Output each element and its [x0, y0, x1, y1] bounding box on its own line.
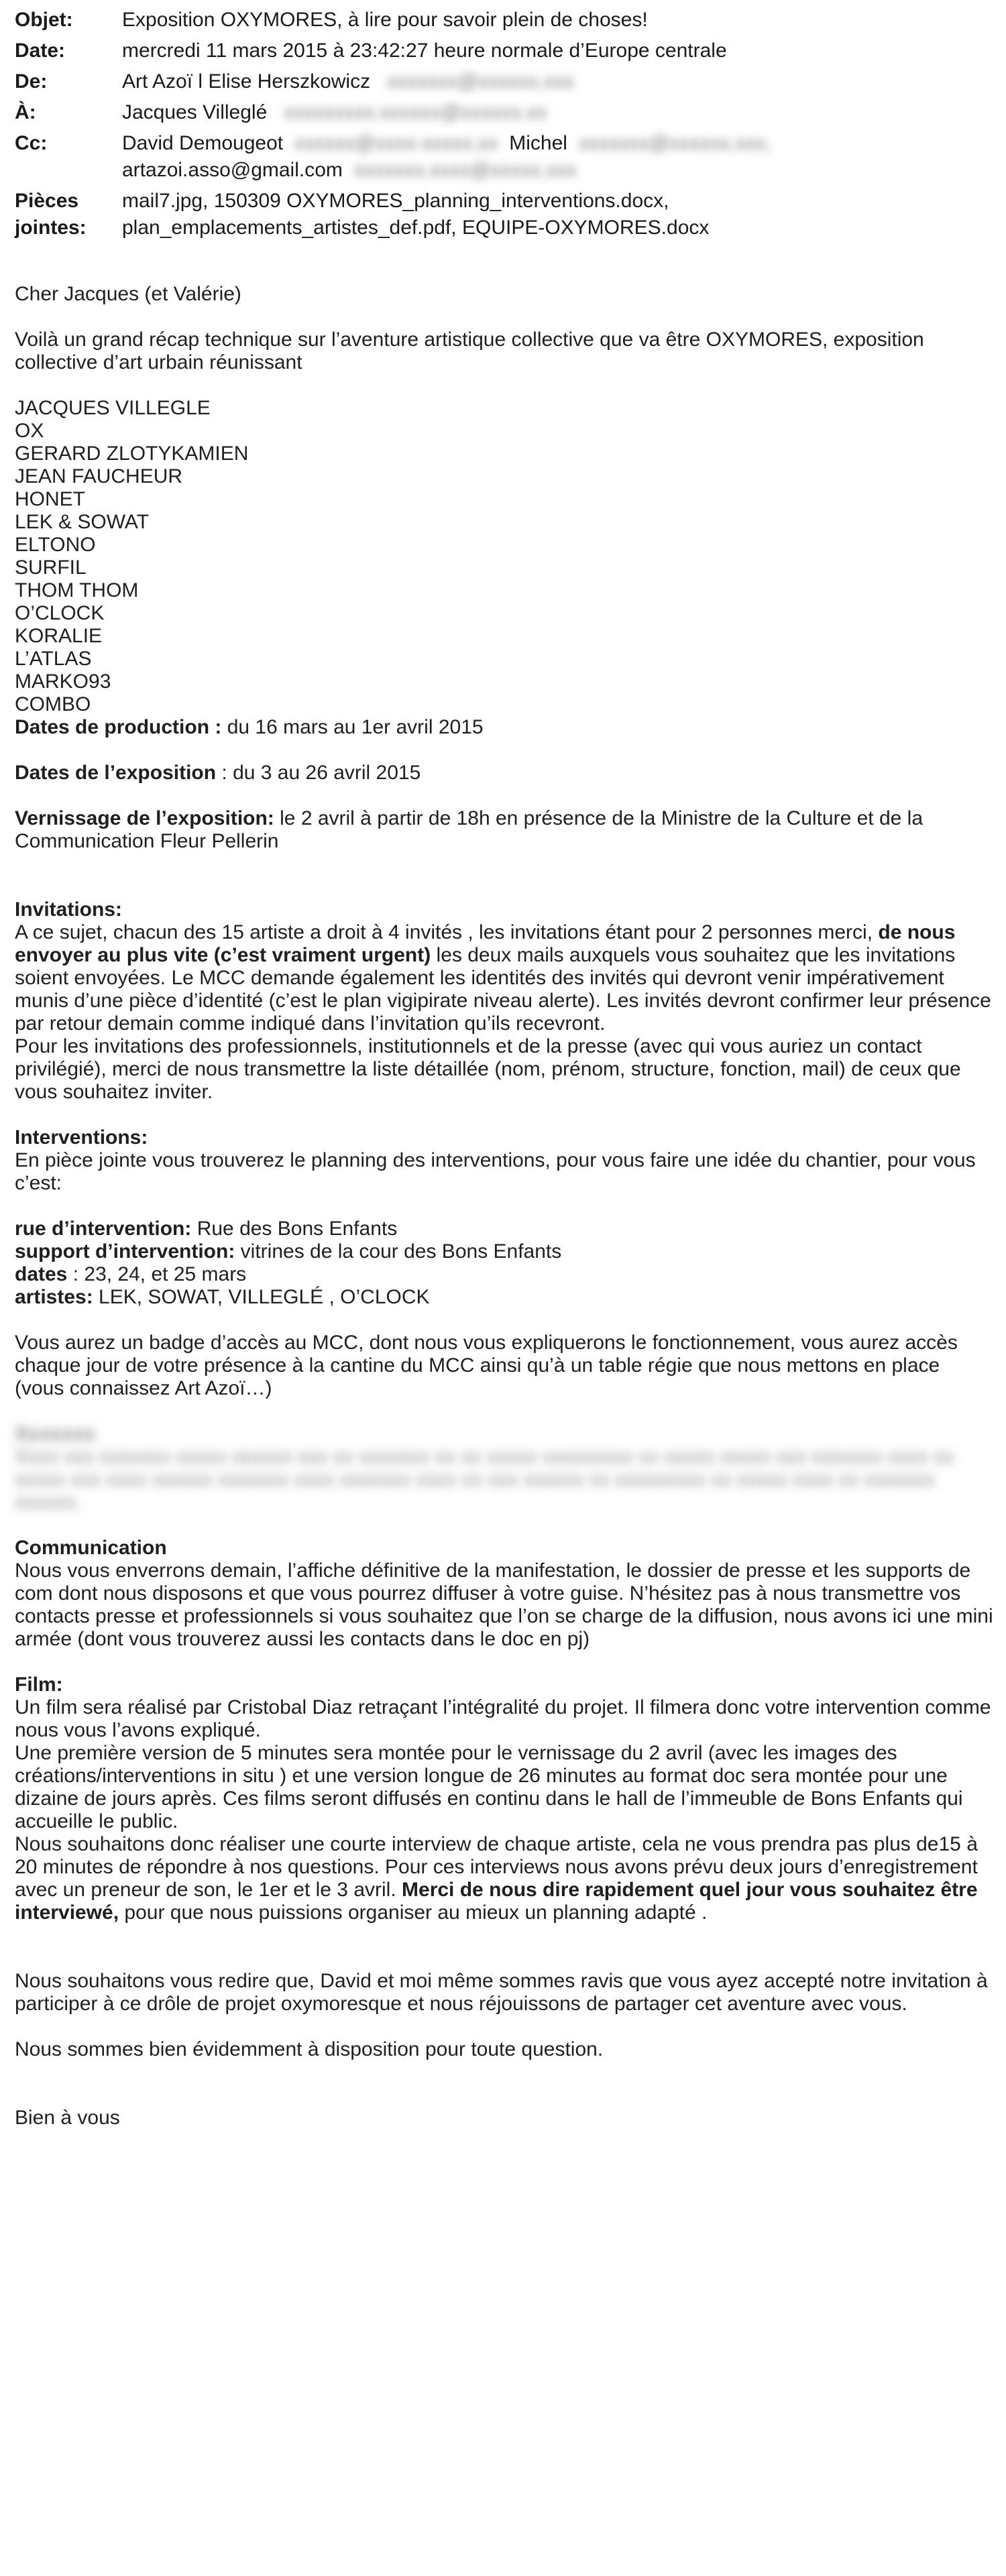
cc-label: Cc: [15, 132, 48, 154]
cc-email-redacted-3: xxxxxxx.xxxx@xxxxx.xxx [348, 159, 577, 181]
redacted-section: Xxxxxxx Xxxx xxx xxxxxxx xxxxx xxxxxx xxx xx xxxxxxx xx xx xxxxx xxxxxxxxx xx xxxxx xxxxx xxx xxxxxxx xxxx xx xxxxx xxx xxxx xxxxxx xxxxxxx xxxx xxxxxxx xxxx xx xxx xxxxxx xx xxxxxxxxx xx xxxxx xxxx xx xxxxxxx xxxxxx. [15, 1423, 954, 1513]
attachments-line-2[interactable]: plan_emplacements_artistes_def.pdf, EQUIPE-OXYMORES.docx [122, 217, 710, 239]
film-p3a: Nous souhaitons donc réaliser une courte interview de chaque artiste, cela ne vous prendra pas plus de15 à 20 minutes de répondre à nos questions. Pour ces interviews nous avons prévu deux jours d’enregistrement avec un preneur de son, le 1er et le 3 avril. [15, 1833, 978, 1901]
artist-item: SURFIL [15, 557, 87, 579]
communication-paragraph: Nous vous enverrons demain, l’affiche définitive de la manifestation, le dossier de presse et les supports de com dont nous disposons et que vous pourrez diffuser à votre guise. N’hésitez pas à nous transmettre vos contacts presse et professionnels si vous souhaitez que l’on se charge de la diffusion, nous avons ici une mini armée (dont vous trouverez aussi les contacts dans le doc en pj) [15, 1560, 993, 1650]
intro-paragraph: Voilà un grand récap technique sur l’aventure artistique collective que va être OXYMORES, exposition collective d’art urbain réunissant [15, 329, 924, 373]
artist-item: O’CLOCK [15, 602, 105, 624]
date-value: mercredi 11 mars 2015 à 23:42:27 heure normale d’Europe centrale [122, 40, 727, 62]
from-value: Art Azoï l Elise Herszkowicz [122, 70, 371, 93]
artistes-value: LEK, SOWAT, VILLEGLÉ , O’CLOCK [93, 1286, 430, 1308]
dates-value: : 23, 24, et 25 mars [67, 1263, 247, 1285]
invitations-p1c: les deux mails auxquels vous souhaitez que les invitations soient envoyées. Le MCC demande également les identités des invités qui devront venir impérativement munis d’une pièce d’identité (c’est le plan vigipirate niveau alerte). Les invités devront confirmer leur présence par retour demain comme indiqué dans l’invitation qu’ils recevront. [15, 944, 991, 1035]
artist-item: HONET [15, 488, 85, 510]
film-paragraph-3 [15, 1833, 994, 1924]
invitations-paragraph-1 [15, 921, 994, 1035]
vernissage-label: Vernissage de l’exposition: [15, 807, 274, 829]
production-dates [15, 716, 994, 739]
interventions-title: Interventions: [15, 1126, 148, 1149]
production-label: Dates de production : [15, 716, 222, 738]
artist-item: LEK & SOWAT [15, 511, 150, 533]
artist-item: JEAN FAUCHEUR [15, 465, 183, 487]
interventions-paragraph: En pièce jointe vous trouverez le planning des interventions, pour vous faire une idée du chantier, pour vous c’est: [15, 1149, 976, 1194]
to-row [15, 99, 994, 126]
film-p3c: pour que nous puissions organiser au mieux un planning adapté . [119, 1901, 708, 1924]
signoff: Bien à vous [15, 2107, 120, 2129]
artist-item: KORALIE [15, 625, 103, 647]
from-email-redacted: xxxxxxx@xxxxxx.xxx [376, 70, 574, 93]
film-p3b: Merci de nous dire rapidement quel jour vous souhaitez être interviewé, [15, 1879, 978, 1924]
exposition-value: : du 3 au 26 avril 2015 [216, 762, 421, 784]
dates-line [15, 1263, 994, 1286]
subject-row [15, 7, 994, 34]
artist-item: L’ATLAS [15, 648, 92, 670]
email-header-block [15, 7, 994, 239]
to-email-redacted: xxxxxxxxx.xxxxxx@xxxxxx.xx [272, 101, 547, 123]
communication-title: Communication [15, 1537, 167, 1559]
cc-value-1: David Demougeot [122, 132, 284, 154]
to-value: Jacques Villeglé [122, 101, 268, 123]
date-row [15, 38, 994, 64]
rue-label: rue d’intervention: [15, 1218, 192, 1240]
exposition-label: Dates de l’exposition [15, 762, 217, 784]
closing-paragraph-2: Nous sommes bien évidemment à disposition pour toute question. [15, 2038, 604, 2060]
support-line [15, 1240, 994, 1263]
rue-line [15, 1218, 994, 1240]
support-value: vitrines de la cour des Bons Enfants [235, 1240, 562, 1263]
invitations-p1b: de nous envoyer au plus vite (c’est vraiment urgent) [15, 921, 956, 966]
artist-item: THOM THOM [15, 579, 139, 601]
artist-item: ELTONO [15, 534, 96, 556]
date-label: Date: [15, 40, 66, 62]
subject-label: Objet: [15, 9, 73, 31]
badge-paragraph: Vous aurez un badge d’accès au MCC, dont nous vous expliquerons le fonctionnement, vous aurez accès chaque jour de votre présence à la cantine du MCC ainsi qu’à un table régie que nous mettons en place (vous connaissez Art Azoï…) [15, 1332, 958, 1399]
artist-item: JACQUES VILLEGLE [15, 397, 211, 419]
film-title: Film: [15, 1674, 63, 1696]
artist-item: GERARD ZLOTYKAMIEN [15, 443, 249, 465]
invitations-p1a: A ce sujet, chacun des 15 artiste a droit à 4 invités , les invitations étant pour 2 personnes merci, [15, 921, 879, 943]
dates-label: dates [15, 1263, 68, 1285]
invitations-title: Invitations: [15, 898, 123, 921]
cc-value-3: artazoi.asso@gmail.com [122, 159, 343, 181]
rue-value: Rue des Bons Enfants [191, 1218, 398, 1240]
vernissage-paragraph [15, 807, 994, 853]
attachments-label-2: jointes: [15, 217, 87, 239]
film-paragraph-2: Une première version de 5 minutes sera montée pour le vernissage du 2 avril (avec les images des créations/interventions in situ ) et une version longue de 26 minutes au format doc sera montée pour une dizaine de jours après. Ces films seront diffusés en continu dans le hall de l’immeuble de Bons Enfants qui accueille le public. [15, 1742, 963, 1832]
attachments-row [15, 188, 994, 241]
greeting: Cher Jacques (et Valérie) [15, 283, 241, 305]
from-row [15, 68, 994, 95]
vernissage-value: le 2 avril à partir de 18h en présence de la Ministre de la Culture et de la Communication Fleur Pellerin [15, 807, 924, 852]
cc-email-redacted-1: xxxxxx@xxxx-xxxxx.xx [288, 132, 504, 154]
invitations-paragraph-2: Pour les invitations des professionnels, institutionnels et de la presse (avec qui vous auriez un contact privilégié), merci de nous transmettre la liste détaillée (nom, prénom, structure, fonction, mail) de ceux que vous souhaitez inviter. [15, 1035, 961, 1103]
email-body [15, 283, 994, 2129]
closing-paragraph-1: Nous souhaitons vous redire que, David et moi même sommes ravis que vous ayez accepté notre invitation à participer à ce drôle de projet oxymoresque et nous réjouissons de partager cet aventure avec vous. [15, 1970, 988, 2015]
film-paragraph-1: Un film sera réalisé par Cristobal Diaz retraçant l’intégralité du projet. Il filmera donc votre intervention comme nous vous l’avons expliqué. [15, 1696, 991, 1741]
from-label: De: [15, 70, 48, 93]
to-label: À: [15, 101, 36, 123]
artist-list [15, 397, 994, 716]
attachments-line-1[interactable]: mail7.jpg, 150309 OXYMORES_planning_interventions.docx, [122, 190, 669, 212]
attachments-label: Pièces [15, 190, 79, 212]
cc-email-redacted-2: xxxxxxx@xxxxxx.xxx, [573, 132, 771, 154]
artistes-line [15, 1286, 994, 1309]
production-value: du 16 mars au 1er avril 2015 [221, 716, 484, 738]
support-label: support d’intervention: [15, 1240, 235, 1263]
artistes-label: artistes: [15, 1286, 93, 1308]
subject-value: Exposition OXYMORES, à lire pour savoir plein de choses! [122, 9, 648, 31]
cc-value-2: Michel [509, 132, 567, 154]
exposition-dates [15, 762, 994, 784]
artist-item: COMBO [15, 693, 91, 715]
artist-item: OX [15, 420, 44, 442]
artist-item: MARKO93 [15, 670, 111, 693]
cc-row [15, 130, 994, 184]
